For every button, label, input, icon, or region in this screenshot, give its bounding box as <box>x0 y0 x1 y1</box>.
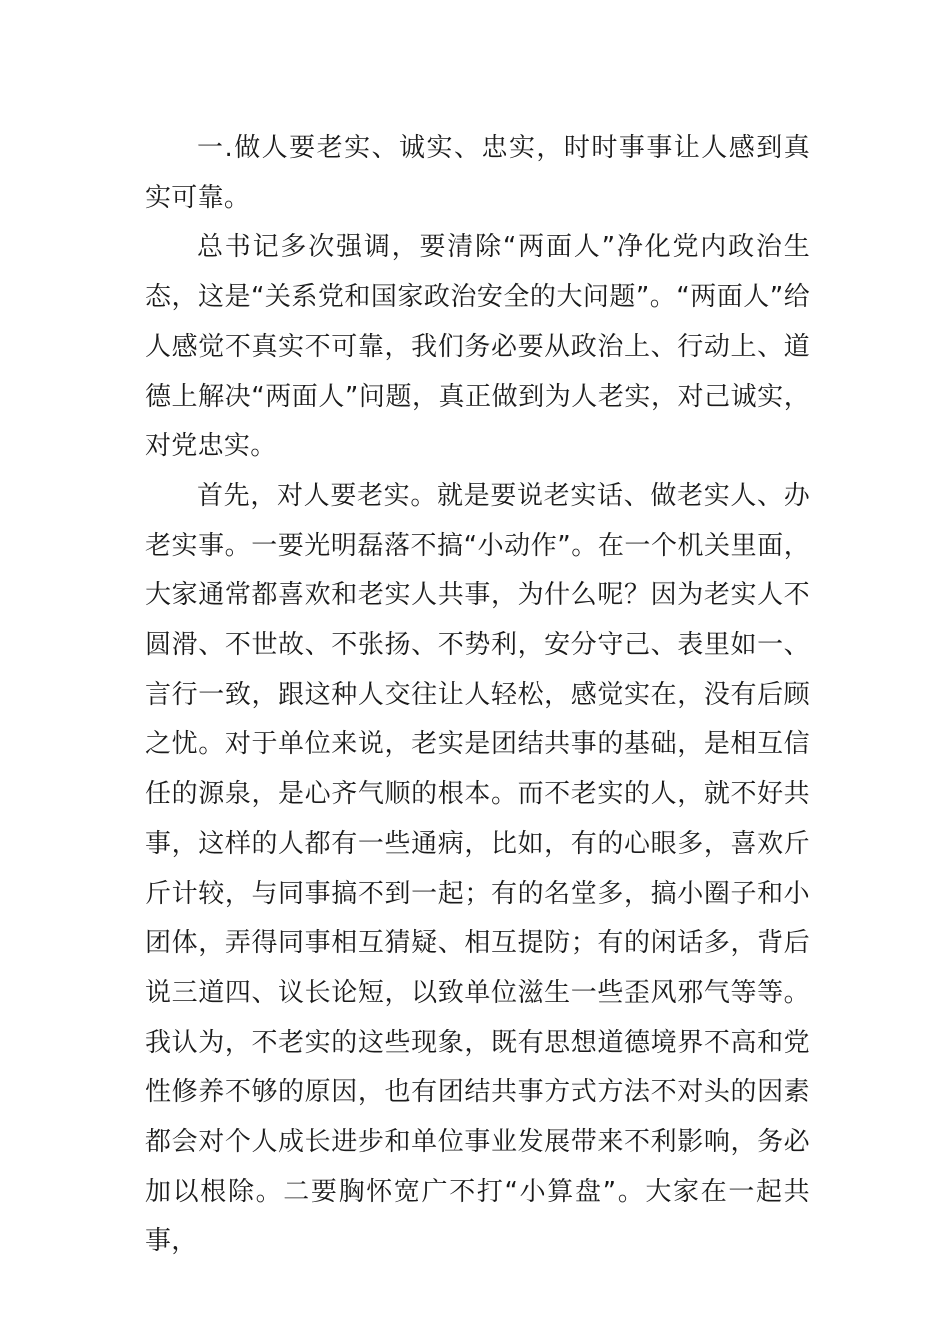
body-paragraph: 总书记多次强调，要清除“两面人”净化党内政治生态，这是“关系党和国家政治安全的大问题”。“两面人”给人感觉不真实不可靠，我们务必要从政治上、行动上、道德上解决“两面人”问题，真正做到为人老实，对己诚实，对党忠实。 <box>145 232 810 462</box>
document-body <box>145 124 810 1267</box>
body-paragraph: 首先，对人要老实。就是要说老实话、做老实人、办老实事。一要光明磊落不搞“小动作”。在一个机关里面，大家通常都喜欢和老实人共事，为什么呢？因为老实人不圆滑、不世故、不张扬、不势利，安分守己、表里如一、言行一致，跟这种人交往让人轻松，感觉实在，没有后顾之忧。对于单位来说，老实是团结共事的基础，是相互信任的源泉，是心齐气顺的根本。而不老实的人，就不好共事，这样的人都有一些通病，比如，有的心眼多，喜欢斤斤计较，与同事搞不到一起；有的名堂多，搞小圈子和小团体，弄得同事相互猜疑、相互提防；有的闲话多，背后说三道四、议长论短，以致单位滋生一些歪风邪气等等。我认为，不老实的这些现象，既有思想道德境界不高和党性修养不够的原因，也有团结共事方式方法不对头的因素都会对个人成长进步和单位事业发展带来不利影响，务必加以根除。二要胸怀宽广不打“小算盘”。大家在一起共事， <box>145 480 810 1257</box>
section-heading-paragraph: 一.做人要老实、诚实、忠实，时时事事让人感到真实可靠。 <box>145 133 810 213</box>
